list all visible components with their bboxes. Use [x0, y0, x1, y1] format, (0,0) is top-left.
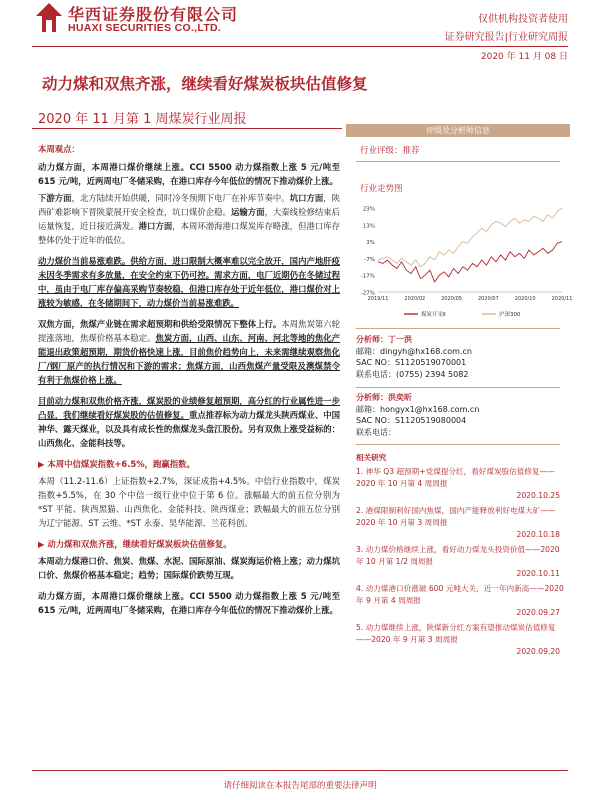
y-tick-label: 3%	[366, 240, 375, 247]
related-item-date: 2020.09.27	[516, 608, 560, 617]
subtitle-divider	[32, 128, 342, 129]
downstream-label: 下游方面	[38, 193, 72, 203]
report-date: 2020 年 11 月 08 日	[480, 52, 568, 62]
legal-notice[interactable]: 请仔细阅读在本报告尾部的重要法律声明	[223, 781, 377, 791]
rating-panel-heading: 评级及分析师信息	[346, 124, 570, 137]
related-item-title: 1. 神华 Q3 超预期+党煤提分红，看好煤炭股估值修复——2020 年 10 月第 4 周周报	[356, 467, 555, 488]
index-performance-heading: ▶ 本周中信煤炭指数+6.5%，跑赢指数。	[38, 459, 195, 469]
x-tick-label: 2020/11	[551, 296, 573, 302]
legend-label: 煤炭开采Ⅱ	[421, 312, 446, 318]
x-tick-label: 2019/11	[367, 296, 389, 302]
report-header	[0, 0, 600, 62]
analyst-email: 邮箱：hongyx1@hx168.com.cn	[356, 404, 480, 414]
analyst-phone: 联系电话：(0755) 2394 5082	[356, 369, 469, 379]
analyst-divider-mid	[356, 387, 560, 388]
valuation-heading: ▶ 动力煤和双焦齐涨，继续看好煤炭板块估值修复。	[38, 539, 232, 549]
y-tick-label: 13%	[362, 223, 375, 230]
audience-tag: 仅供机构投资者使用	[478, 14, 568, 25]
related-divider	[356, 444, 560, 445]
report-subtitle: 2020 年 11 月第 1 周煤炭行业周报	[38, 112, 247, 127]
company-name-cn: 华西证券股份有限公司	[68, 5, 239, 24]
related-item-date: 2020.10.18	[516, 530, 560, 539]
thermal-coal-repeat-paragraph: 动力煤方面，本周港口煤价继续上涨。CCI 5500 动力煤指数上涨 5 元/吨至 615 元/吨，近两周电厂冬储采购，在港口库存今年低位的情况下推动煤价上涨。	[38, 591, 340, 615]
related-item-title: 3. 动力煤价格继续上涨，看好动力煤龙头投资价值——2020 年 10 月第 1/2 周周报	[356, 545, 560, 566]
pithead-label: 坑口方面	[289, 193, 324, 203]
thermal-coal-paragraph: 动力煤方面，本周港口煤价继续上涨。CCI 5500 动力煤指数上涨 5 元/吨至 615 元/吨，近两周电厂冬储采购，在港口库存今年低位的情况下推动煤价上涨。	[38, 162, 340, 186]
related-item-title: 5. 动力煤继续上涨，陕煤新分红方案有望推动煤炭估值修复——2020 年 9 月第 3 周周报	[356, 623, 556, 644]
related-item-date: 2020.10.25	[516, 491, 560, 500]
index-performance-paragraph: 本周（11.2-11.6）上证指数+2.7%，深证成指+4.5%。中信行业指数中，煤炭指数+5.5%，在 30 个中信一级行业中位于第 6 位。涨幅最大的前五位分别为*ST 平能、陕西黑猫、山西焦化、金能科技、陕西煤业；跌幅最大的前五位分别为辽宁能源、ST 云维、*ST 永泰、昊华能源、兰花科创。	[38, 476, 340, 528]
price-outlook-paragraph: 动力煤价当前易涨难跌。供给方面，进口限制大概率难以完全放开，国内产地肝疫未因冬季需求有多放量，在安全约束下仍可控。需求方面，电厂近期仍在冬储过程中，虽由于电厂库存偏高采购节奏较稳，但港口库存处于近年低位，港口煤价对上涨较为敏感，在冬储期间下，动力煤价当前易涨难跌。	[38, 256, 340, 308]
related-item[interactable]	[356, 505, 566, 541]
industry-trend-chart	[356, 200, 573, 322]
page-footer	[0, 770, 600, 800]
coking-coal-detail: 焦炭方面，山西、山东、河南、河北等地的焦化产能退出政策超预期，期货价格快速上涨，目前焦价趋势向上，未来需继续观察焦化厂/钢厂原产的执行情况和下游的需求；焦煤方面，山西焦煤产量受限及澳煤禁令有利于焦煤价格上涨。	[38, 333, 341, 385]
x-tick-label: 2020/02	[404, 296, 426, 302]
related-item[interactable]	[356, 466, 566, 502]
price-summary-paragraph: 本周动力煤港口价、焦炭、焦煤、水泥、国际原油、煤炭海运价格上涨；动力煤坑口价、焦煤价格基本稳定；趋势；国际煤价跌势互现。	[38, 556, 340, 580]
y-tick-label: 23%	[362, 206, 375, 213]
analyst-block-2	[356, 392, 566, 438]
x-tick-label: 2020/05	[441, 296, 462, 302]
related-item[interactable]	[356, 583, 566, 619]
transport-text: ，大秦线检修结束后运量恢复，近日接近满发。	[38, 207, 341, 231]
report-title: 动力煤和双焦齐涨，继续看好煤炭板块估值修复	[42, 75, 368, 93]
related-item-date: 2020.10.11	[516, 569, 560, 578]
x-tick-label: 2020/07	[478, 296, 499, 302]
analyst-divider-top	[356, 328, 560, 329]
y-tick-label: -17%	[360, 273, 375, 280]
coking-coal-note: 本周焦炭第六轮提涨落地，焦煤价格基本稳定。	[38, 319, 341, 343]
series-line	[378, 208, 562, 267]
rating-divider	[356, 161, 560, 162]
analyst-name: 洪奕昕	[388, 393, 412, 402]
recommendation-paragraph	[38, 394, 340, 450]
related-research	[356, 452, 566, 661]
coking-coal-lead: 双焦方面，焦煤产业链在需求超预期和供给受限情况下整体上行。	[38, 319, 282, 329]
trend-chart-title: 行业走势图	[360, 184, 403, 194]
recommendation-stocks: 重点推荐标为动力煤龙头陕西煤业、中国神华、露天煤业，以及具有成长性的焦煤龙头盘江股份。另有双焦上涨受益标的：山西焦化、金能科技等。	[38, 410, 341, 448]
analyst-email: 邮箱：dingyh@hx168.com.cn	[356, 346, 472, 356]
pithead-text: ，陕西矿难影响下晋陕蒙展开安全检查，坑口煤价企稳。	[38, 193, 341, 217]
section-label: 本周观点：	[38, 144, 80, 154]
related-item-date: 2020.09.20	[516, 647, 560, 656]
footer-divider	[32, 770, 568, 771]
huaxi-logo-icon	[34, 2, 64, 34]
related-item-title: 4. 动力煤港口价涨破 600 元吨大关，近一年内新高——2020 年 9 月第 4 周周报	[356, 584, 564, 605]
header-divider	[32, 46, 568, 47]
report-type-tag: 证券研究报告|行业研究周报	[444, 32, 568, 43]
summary-column	[38, 142, 340, 782]
analyst-sac: SAC NO：S1120519080004	[356, 416, 467, 425]
industry-rating	[360, 144, 420, 156]
analyst-label: 分析师：	[356, 335, 388, 344]
analyst-label: 分析师：	[356, 393, 388, 402]
analyst-sac: SAC NO：S1120519070001	[356, 358, 467, 367]
x-tick-label: 2020/10	[514, 296, 536, 302]
coking-coal-paragraph	[38, 317, 340, 387]
related-item[interactable]	[356, 544, 566, 580]
company-name-en: HUAXI SECURITIES CO.,LTD.	[68, 22, 222, 34]
y-tick-label: -7%	[364, 256, 375, 263]
rating-value: 推荐	[402, 146, 420, 156]
recommendation-lead: 目前动力煤和双焦价格齐涨，煤炭股的业绩修复超预期，高分红的行业属性进一步凸显，我们继续看好煤炭股的估值修复。	[38, 396, 340, 420]
related-item-title: 2. 港煤限制利好国内焦煤，国内产能释放利好电煤大矿——2020 年 10 月第 3 周周报	[356, 506, 556, 527]
related-item[interactable]	[356, 622, 566, 658]
analyst-name: 丁一洪	[388, 335, 412, 344]
rating-label: 行业评级：	[360, 146, 403, 156]
port-text: ，本周环渤海港口煤炭库存略涨，但港口库存整体仍处于近年的低位。	[38, 221, 341, 245]
legend-label: 沪深300	[499, 312, 521, 318]
analyst-block-1	[356, 334, 566, 380]
market-detail-paragraph	[38, 191, 340, 247]
downstream-text: ，北方陆续开始供暖，同时冷冬预期下电厂在补库节奏中。	[71, 193, 290, 203]
analyst-phone: 联系电话：	[356, 427, 396, 437]
related-research-heading: 相关研究	[356, 453, 387, 462]
transport-label: 运输方面	[230, 207, 265, 217]
y-tick-label: -27%	[360, 290, 375, 297]
port-label: 港口方面	[138, 221, 173, 231]
sidebar-panel	[346, 124, 573, 764]
